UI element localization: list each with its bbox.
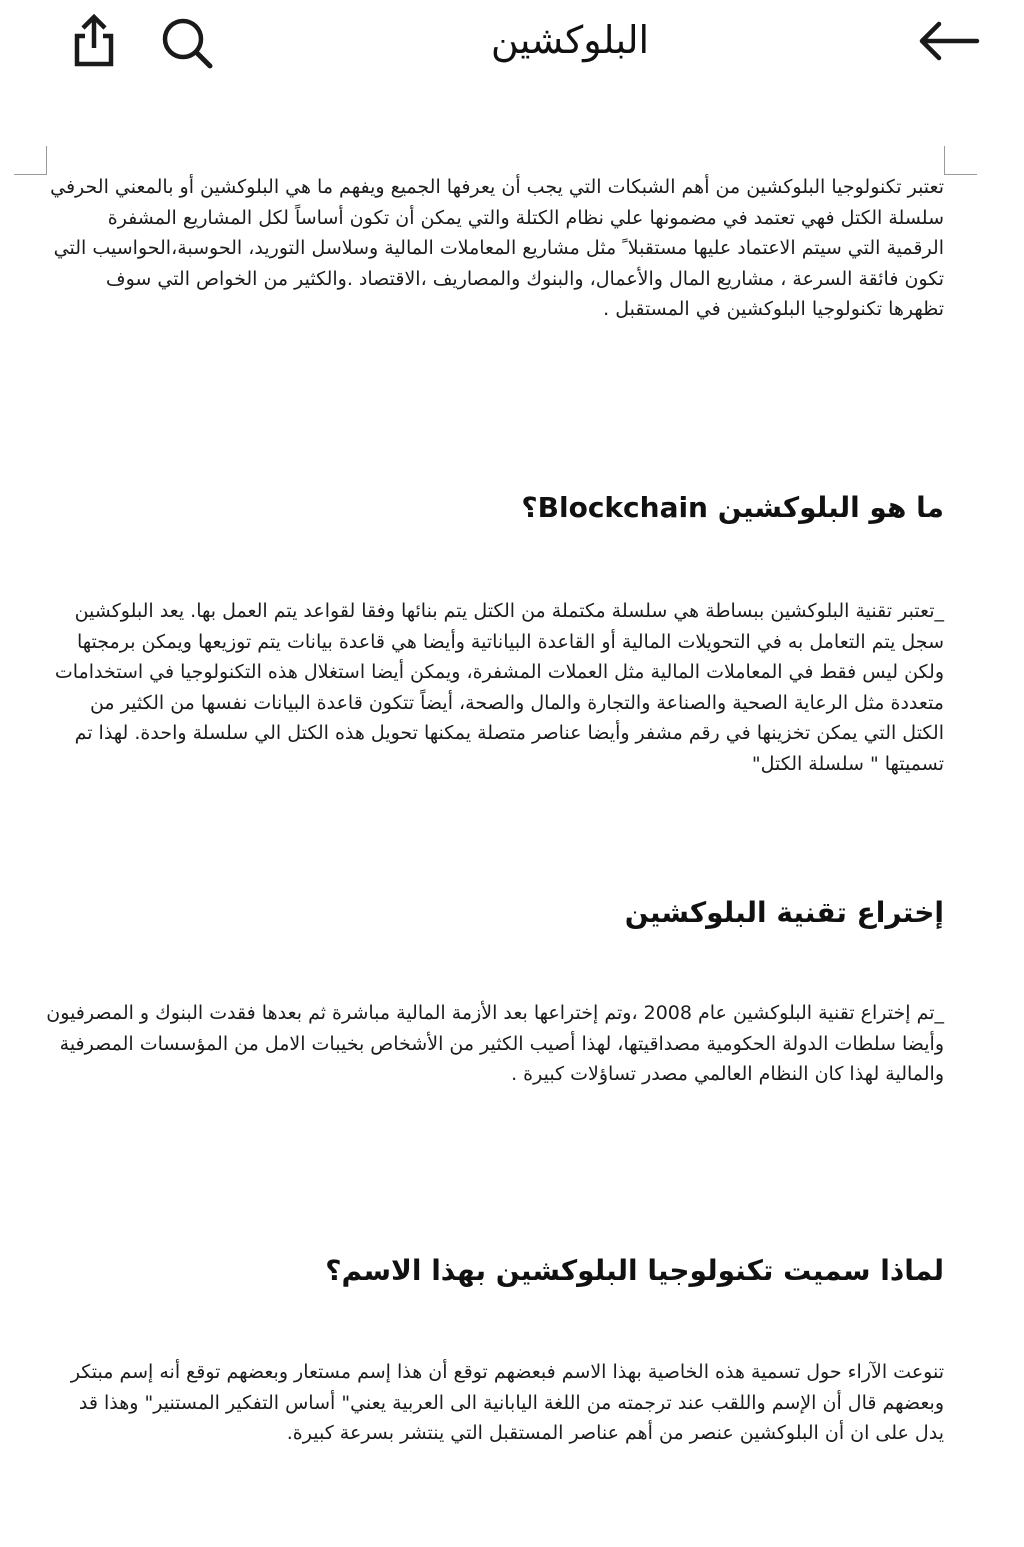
intro-paragraph: تعتبر تكنولوجيا البلوكشين من أهم الشبكات التي يجب أن يعرفها الجميع ويفهم ما هي البلوكشين أو بالمعني الحرفي سلسلة الكتل فهي تعتمد في مضمونها علي نظام الكتلة والتي يمكن أن تكون أساساً لكل المشاريع المشفرة الرقمية التي سيتم الاعتماد عليها مستقبلا ً مثل مشاريع المعاملات المالية وسلاسل التوريد، الحوسبة،الحواسيب التي تكون فائقة السرعة ، مشاريع المال والأعمال، والبنوك والمصاريف ،الاقتصاد .والكثير من الخواص التي سوف تظهرها تكنولوجيا البلوكشين في المستقبل . (50, 176, 944, 320)
section-heading-naming: لماذا سميت تكنولوجيا البلوكشين بهذا الاسم؟ (325, 1254, 944, 1287)
search-icon (159, 15, 215, 71)
page-corner-mark-left (14, 146, 47, 175)
top-bar (0, 0, 1024, 90)
back-button[interactable] (916, 16, 982, 66)
section-body-invention: _تم إختراع تقنية البلوكشين عام 2008 ،وتم إختراعها بعد الأزمة المالية مباشرة ثم بعدها فقدت البنوك و المصرفيون وأيضا سلطات الدولة الحكومية مصداقيتها، لهذا أصيب الكثير من الأشخاص بخيبات الامل من المؤسسات المصرفية والمالية لهذا كان النظام العالمي مصدر تساؤلات كبيرة . (46, 1002, 944, 1085)
back-arrow-icon (917, 19, 981, 63)
section-body-naming: تنوعت الآراء حول تسمية هذه الخاصية بهذا الاسم فبعضهم توقع أن هذا إسم مستعار وبعضهم توقع أنه إسم مبتكر وبعضهم قال أن الإسم واللقب عند ترجمته من اللغة اليابانية الى العربية يعني" أساس التفكير المستنير" وهذا قد يدل على ان أن البلوكشين عنصر من أهم عناصر المستقبل التي ينتشر بسرعة كبيرة. (70, 1361, 944, 1444)
share-icon (69, 14, 119, 68)
page-title: البلوكشين (490, 18, 650, 62)
share-button[interactable] (66, 12, 122, 70)
section-body-what-is: _تعتبر تقنية البلوكشين ببساطة هي سلسلة مكتملة من الكتل يتم بنائها وفقا لقواعد يتم العمل بها. يعد البلوكشين سجل يتم التعامل به في التحويلات المالية أو القاعدة البياناتية وأيضا هي قاعدة بيانات يتم توزيعها ويمكن برمجتها ولكن ليس فقط في المعاملات المالية مثل العملات المشفرة، ويمكن أيضا استغلال هذه التكنولوجيا في استخدامات متعددة مثل الرعاية الصحية والصناعة والتجارة والمال والصحة، أيضاً تتكون قاعدة البيانات نفسها من الكثير من الكتل التي يمكن تخزينها في رقم مشفر وأيضا عناصر متصلة يمكنها تحويل هذه الكتل الي سلسلة واحدة. لهذا تم تسميتها " سلسلة الكتل" (54, 600, 944, 775)
page-corner-mark-right (944, 146, 977, 175)
search-button[interactable] (158, 14, 216, 72)
section-heading-what-is: ما هو البلوكشين Blockchain؟ (521, 491, 944, 524)
section-heading-invention: إختراع تقنية البلوكشين (624, 896, 944, 929)
